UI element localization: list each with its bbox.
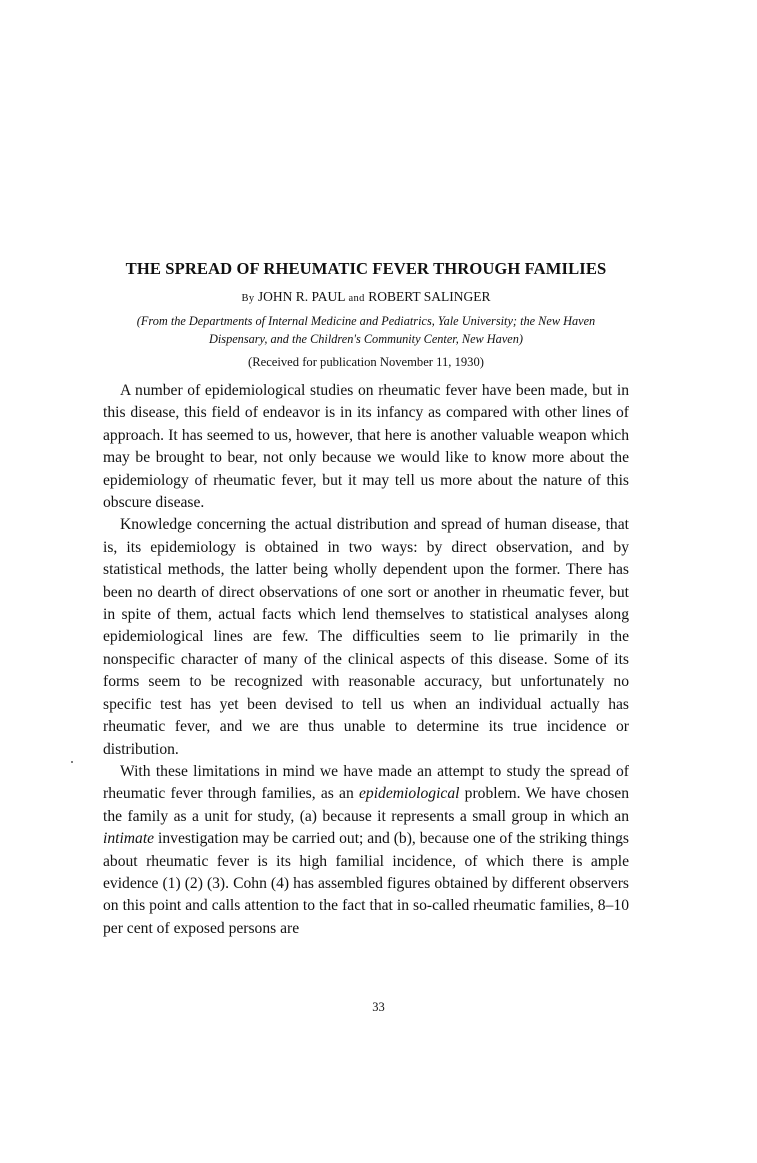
author-name: ROBERT SALINGER xyxy=(368,289,491,304)
received-date: (Received for publication November 11, 1930) xyxy=(248,355,484,369)
byline-by: By xyxy=(241,293,255,304)
article xyxy=(103,258,629,940)
affiliation xyxy=(103,312,629,348)
paragraph xyxy=(103,761,629,940)
emphasis: intimate xyxy=(103,830,155,848)
affiliation-line: Dispensary, and the Children's Community Center, New Haven) xyxy=(208,332,523,346)
article-body xyxy=(103,380,629,940)
author-name: JOHN R. PAUL xyxy=(257,289,346,304)
emphasis: epidemiological xyxy=(358,785,460,803)
byline xyxy=(103,288,629,308)
paragraph-text: investigation may be carried out; and (b), because one of the striking things about rheumatic fever is its high familial incidence, of which there is ample evidence (1) (2) (3). Cohn (4) has assembled figures obtained by different observers on this point and calls attention to the fact that in so-called rheumatic families, 8–10 per cent of exposed persons are xyxy=(103,830,629,937)
margin-mark xyxy=(71,761,73,763)
paragraph: A number of epidemiological studies on rheumatic fever have been made, but in this disease, this field of endeavor is in its infancy as compared with other lines of approach. It has seemed to us, however, that here is another valuable weapon which may be brought to bear, not only because we would like to know more about the epidemiology of rheumatic fever, but it may tell us more about the nature of this obscure disease. xyxy=(103,382,629,512)
paragraph-text: With these limitations in mind we have made an attempt to study the spread of rheumatic fever through families, as an xyxy=(103,762,629,803)
page-number: 33 xyxy=(372,1000,385,1014)
article-title: THE SPREAD OF RHEUMATIC FEVER THROUGH FAMILIES xyxy=(125,259,607,278)
paragraph: Knowledge concerning the actual distribution and spread of human disease, that is, its epidemiology is obtained in two ways: by direct observation, and by statistical methods, the latter being wholly dependent upon the former. There has been no dearth of direct observations of one sort or another in rheumatic fever, but in spite of them, actual facts which lend themselves to statistical analyses along epidemiological lines are few. The difficulties seem to lie primarily in the nonspecific character of many of the clinical aspects of this disease. Some of its forms seem to be recognized with reasonable accuracy, but unfortunately no specific test has yet been devised to tell us when an individual actually has rheumatic fever, and we are thus unable to determine its true incidence or distribution. xyxy=(103,516,629,758)
byline-and: and xyxy=(348,293,365,304)
paragraph-text: problem. We have chosen the family as a unit for study, (a) because it represents a small group in which an xyxy=(103,785,630,825)
affiliation-line: (From the Departments of Internal Medicine and Pediatrics, Yale University; the New Haven xyxy=(136,314,596,328)
